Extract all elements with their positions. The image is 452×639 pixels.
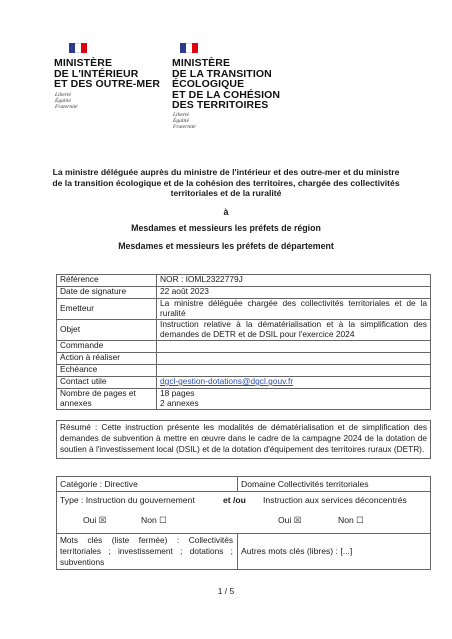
sender-block (0, 167, 452, 199)
ministry-transition-name: MINISTÈRE DE LA TRANSITION ÉCOLOGIQUE ET DE LA COHÉSION DES TERRITOIRES (172, 57, 281, 111)
non-checkbox-right[interactable]: Non ☐ (338, 515, 364, 525)
table-row (57, 389, 431, 410)
resume-text: Résumé : Cette instruction présente les modalités de dématérialisation et de simplification des demandes de subvention à mettre en œuvre dans le cadre de la campagne 2024 de la dotation de soutien à l'investissement local (DSIL) et de la dotation d'équipement des territoires ruraux (DETR). (60, 422, 427, 454)
row-value: Instruction relative à la dématérialisation et à la simplification des demandes de DETR et de DSIL pour l'exercice 2024 (157, 320, 431, 341)
row-key: Action à réaliser (57, 353, 157, 365)
row-value: La ministre déléguée chargée des collectivités territoriales et de la ruralité (157, 299, 431, 320)
info-table (56, 274, 431, 410)
type-services-label: Instruction aux services déconcentrés (263, 495, 407, 505)
oui-checkbox-left[interactable]: Oui ☒ (83, 515, 107, 525)
a-connector: à (223, 207, 229, 217)
row-key: Emetteur (57, 299, 157, 320)
table-row (57, 320, 431, 341)
row-key: Référence (57, 275, 157, 287)
table-row (57, 353, 431, 365)
table-row (57, 275, 431, 287)
sender-line-3: territoriales et de la ruralité (170, 188, 282, 198)
resume-box (56, 420, 431, 459)
row-key: Commande (57, 341, 157, 353)
row-value (157, 353, 431, 365)
et-ou-label: et /ou (223, 495, 246, 505)
row-key: Date de signature (57, 287, 157, 299)
non-checkbox-left[interactable]: Non ☐ (141, 515, 167, 525)
table-row (57, 287, 431, 299)
row-key: Objet (57, 320, 157, 341)
row-value: 18 pages 2 annexes (157, 389, 431, 410)
table-row (57, 365, 431, 377)
sender-line-2: de la transition écologique et de la cohésion des territoires, chargée des collectivités (52, 177, 400, 188)
row-value (157, 365, 431, 377)
ministry-interieur-name: MINISTÈRE DE L'INTÉRIEUR ET DES OUTRE-MER (54, 57, 161, 90)
recipient-regions: Mesdames et messieurs les préfets de région (131, 223, 321, 233)
republic-motto-right: Liberté Égalité Fraternité (173, 112, 196, 130)
autres-mots-cles-text: Autres mots clés (libres) : [...] (241, 546, 353, 556)
republic-motto-left: Liberté Égalité Fraternité (55, 92, 78, 110)
row-value: NOR : IOML2322779J (157, 275, 431, 287)
domaine-label: Domaine Collectivités territoriales (241, 479, 369, 489)
row-value: 22 août 2023 (157, 287, 431, 299)
row-key: Contact utile (57, 377, 157, 389)
mots-cles-text: Mots clés (liste fermée) : Collectivités territoriales ; investissement ; dotations ; subventions (60, 535, 233, 567)
marianne-flag-icon (69, 43, 87, 53)
contact-email-link[interactable]: dgcl-gestion-dotations@dgcl.gouv.fr (160, 376, 294, 386)
type-label: Type : Instruction du gouvernement (60, 495, 195, 505)
table-row (57, 299, 431, 320)
categorie-label: Catégorie : Directive (60, 479, 138, 489)
oui-checkbox-right[interactable]: Oui ☒ (278, 515, 302, 525)
classification-box (56, 476, 431, 570)
marianne-flag-icon (180, 43, 198, 53)
table-row (57, 377, 431, 389)
recipient-departements: Mesdames et messieurs les préfets de département (118, 241, 334, 251)
sender-line-1: La ministre déléguée auprès du ministre de l'intérieur et des outre-mer et du ministre (52, 167, 400, 177)
page-number: 1 / 5 (217, 586, 235, 596)
row-value (157, 377, 431, 389)
row-key: Nombre de pages et annexes (57, 389, 157, 410)
table-row (57, 341, 431, 353)
row-value (157, 341, 431, 353)
row-key: Echéance (57, 365, 157, 377)
